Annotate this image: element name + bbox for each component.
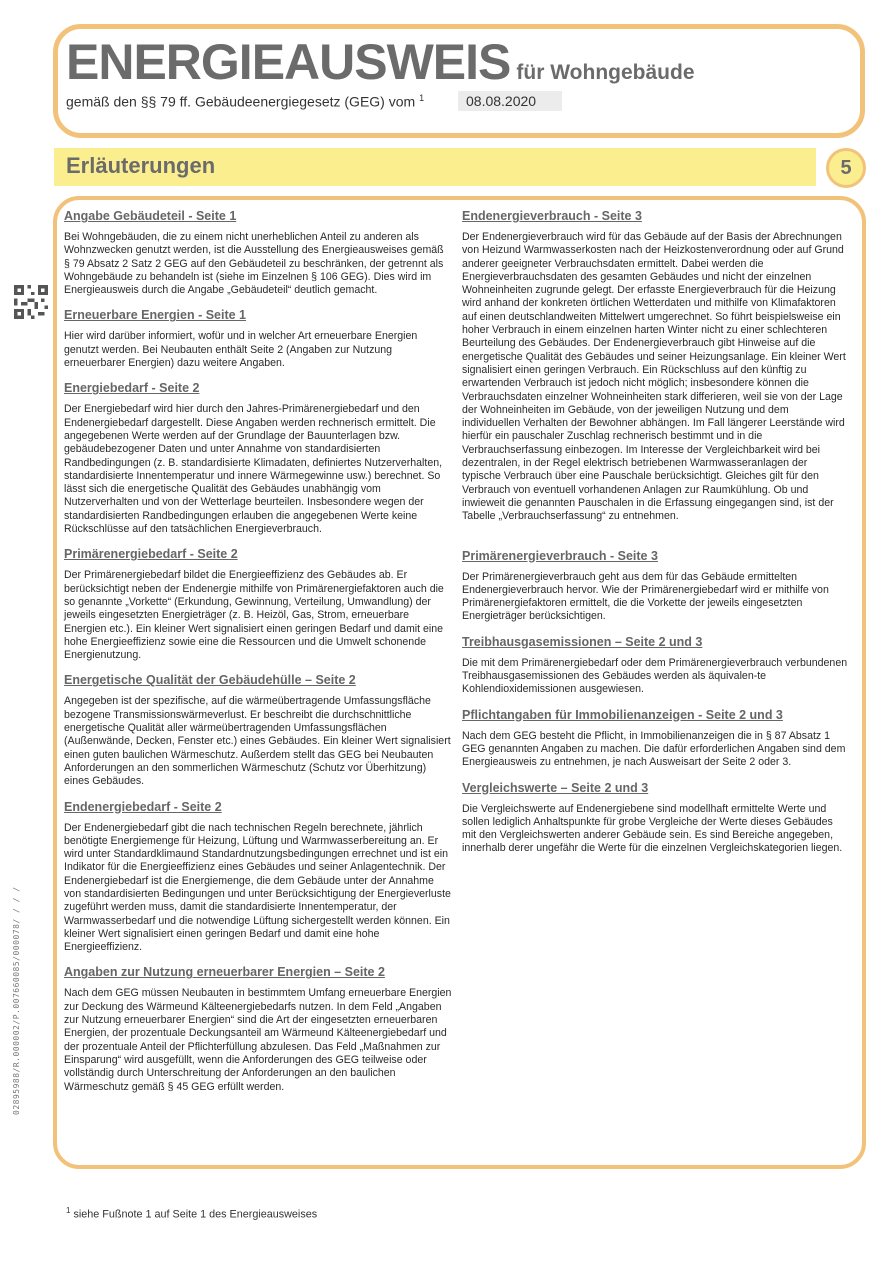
entry-title: Treibhausgasemissionen – Seite 2 und 3 [462, 634, 703, 649]
entry-title: Energetische Qualität der Gebäudehülle – Seite 2 [64, 673, 356, 688]
entry-body: Die Vergleichswerte auf Endenergiebene sind modellhaft ermittelte Werte und sollen lediglich Anhaltspunkte für grobe Vergleiche der Werte dieses Gebäudes mit den Vergleichswerten anderer Gebäude sein. Es sind Bereiche angegeben, innerhalb derer ungefähr die Werte für die einzelnen Vergleichskategorien liegen. [462, 802, 843, 855]
entry-body: Der Endenergiebedarf gibt die nach technischen Regeln berechnete, jährlich benötigte Energiemenge für Heizung, Lüftung und Warmwasserbereitung an. Er wird unter Standardklimaund Standardnutzungsbedingungen errechnet und ist ein Indikator für die Energieeffizienz eines Gebäudes und seiner Anlagentechnik. Der Endenergiebedarf ist die Energiemenge, die dem Gebäude unter der Annahme von standardisierten Bedingungen und unter Berücksichtigung der Energieverluste zugeführt werden muss, damit die standardisierte Innentemperatur, der Warmwasserbedarf und die notwendige Lüftung sichergestellt werden können. Ein kleiner Wert signalisiert einen geringen Bedarf und damit eine hohe Energieeffizienz. [64, 821, 451, 954]
entry-body: Der Primärenergiebedarf bildet die Energieeffizienz des Gebäudes ab. Er berücksichtigt neben der Endenergie mithilfe von Primärenergiefaktoren auch die so genannte „Vorkette“ (Erkundung, Gewinnung, Verteilung, Umwandlung) der jeweils eingesetzten Energieträger (z. B. Heizöl, Gas, Strom, erneuerbare Energien etc.). Ein kleiner Wert signalisiert einen geringen Bedarf und damit eine hohe Energieeffizienz sowie eine die Ressourcen und die Umwelt schonende Energienutzung. [64, 569, 444, 662]
entry-primaerenergiebedarf [64, 546, 452, 662]
title-main: ENERGIEAUSWEIS [66, 34, 511, 90]
entry-title: Angabe Gebäudeteil - Seite 1 [64, 209, 237, 223]
left-column [64, 208, 452, 1104]
entry-title: Endenergieverbrauch - Seite 3 [462, 209, 642, 223]
entry-body: Hier wird darüber informiert, wofür und in welcher Art erneuerbare Energien genutzt werden. Bei Neubauten enthält Seite 2 (Angaben zur Nutzung erneuerbarer Energien) dazu weitere Angaben. [64, 330, 418, 370]
entry-title: Pflichtangaben für Immobilienanzeigen - Seite 2 und 3 [462, 707, 783, 722]
entry-nutzung-erneuerbarer-energien [64, 964, 452, 1093]
entry-body: Nach dem GEG besteht die Pflicht, in Immobilienanzeigen die in § 87 Absatz 1 GEG genannten Angaben zu machen. Die dafür erforderlichen Angaben sind dem Energieausweis zu entnehmen, je nach Ausweisart der Seite 2 oder 3. [462, 729, 846, 769]
document-subtitle [66, 93, 424, 110]
entry-body: Der Energiebedarf wird hier durch den Jahres-Primärenergiebedarf und den Endenergiebedarf dargestellt. Diese Angaben werden rechnerisch ermittelt. Die angegebenen Werte werden auf der Grundlage der Bauunterlagen bzw. gebäudebezogener Daten und unter Annahme von standardisierten Randbedingungen (z. B. standardisierte Klimadaten, definiertes Nutzerverhalten, standardisierte Innentemperatur und innere Wärmegewinne usw.) berechnet. So lässt sich die energetische Qualität des Gebäudes unabhängig vom Nutzerverhalten und von der Wetterlage beurteilen. Insbesondere wegen der standardisierten Randbedingungen erlauben die angegebenen Werte keine Rückschlüsse auf den tatsächlichen Energieverbrauch. [64, 403, 443, 536]
entry-title: Vergleichswerte – Seite 2 und 3 [462, 780, 649, 795]
footnote-marker: 1 [66, 1206, 71, 1215]
entry-gebaeudehuelle [64, 672, 452, 788]
entry-body: Bei Wohngebäuden, die zu einem nicht unerheblichen Anteil zu anderen als Wohnzwecken genutzt werden, ist die Ausstellung des Energieausweises gemäß § 79 Absatz 2 Satz 2 GEG auf den Gebäudeteil zu beschränken, der getrennt als Wohngebäude zu behandeln ist (siehe im Einzelnen § 106 GEG). Dies wird im Energieausweis durch die Angabe „Gebäudeteil“ deutlich gemacht. [64, 231, 444, 297]
page-number-badge: 5 [826, 148, 866, 188]
entry-title: Endenergiebedarf - Seite 2 [64, 799, 222, 814]
right-column [462, 208, 849, 866]
qr-code-icon [14, 285, 48, 319]
entry-body: Die mit dem Primärenergiebedarf oder dem Primärenergieverbrauch verbundenen Treibhausgasemissionen des Gebäudes werden als äquivalen-te Kohlendioxidemissionen ausgewiesen. [462, 656, 848, 696]
section-title: Erläuterungen [66, 153, 216, 178]
entry-energiebedarf [64, 380, 452, 536]
entry-title: Erneuerbare Energien - Seite 1 [64, 308, 247, 323]
entry-title: Primärenergieverbrauch - Seite 3 [462, 548, 658, 563]
footnote [66, 1206, 317, 1221]
entry-title: Energiebedarf - Seite 2 [64, 381, 200, 396]
title-suffix: für Wohngebäude [516, 61, 695, 84]
entry-body: Angegeben ist der spezifische, auf die wärmeübertragende Umfassungsfläche bezogene Transmissionswärmeverlust. Er beschreibt die durchschnittliche energetische Qualität aller wärmeübertragenden Umfassungsflächen (Außenwände, Decken, Fenster etc.) eines Gebäudes. Ein kleiner Wert signalisiert einen guten baulichen Wärmeschutz. Außerdem stellt das GEG bei Neubauten Anforderungen an den sommerlichen Wärmeschutz (Schutz vor Überhitzung) eines Gebäudes. [64, 695, 451, 788]
entry-pflichtangaben [462, 707, 849, 770]
entry-primaerenergieverbrauch [462, 548, 849, 624]
entry-body: Der Endenergieverbrauch wird für das Gebäude auf der Basis der Abrechnungen von Heizund Warmwasserkosten nach der Heizkostenverordnung oder auf Grund anderer geeigneter Verbrauchsdaten ermittelt. Dabei werden die Energieverbrauchsdaten des gesamten Gebäudes und nicht der einzelnen Wohneinheiten zugrunde gelegt. Der erfasste Energieverbrauch für die Heizung wird anhand der konkreten örtlichen Wetterdaten und mithilfe von Klimafaktoren auf einen deutschlandweiten Mittelwert umgerechnet. So führt beispielsweise ein hoher Verbrauch in einem einzelnen harten Winter nicht zu einer schlechteren Beurteilung des Gebäudes. Der Endenergieverbrauch gibt Hinweise auf die energetische Qualität des Gebäudes und seiner Heizungsanlage. Ein kleiner Wert signalisiert einen geringen Verbrauch. Ein Rückschluss auf den künftig zu erwartenden Verbrauch ist jedoch nicht möglich; insbesondere können die Verbrauchsdaten einzelner Wohneinheiten stark differieren, weil sie von der Lage der Wohneinheiten im Gebäude, von der jeweiligen Nutzung und dem individuellen Verhalten der Bewohner abhängen. Im Fall längerer Leerstände wird hierfür ein pauschaler Zuschlag rechnerisch bestimmt und in die Verbrauchserfassung einbezogen. Im Interesse der Vergleichbarkeit wird bei dezentralen, in der Regel elektrisch betriebenen Warmwasseranlagen der typische Verbrauch über eine Pauschale berücksichtigt. Gleiches gilt für den Verbrauch von eventuell vorhandenen Anlagen zur Raumkühlung. Ob und inwieweit die genannten Pauschalen in die Erfassung eingegangen sind, ist der Tabelle „Verbrauchserfassung“ zu entnehmen. [462, 231, 846, 523]
entry-body: Nach dem GEG müssen Neubauten in bestimmtem Umfang erneuerbare Energien zur Deckung des Wärmeund Kälteenergiebedarfs nutzen. In dem Feld „Angaben zur Nutzung erneuerbarer Energien“ sind die Art der eingesetzten erneuerbaren Energien, der prozentuale Deckungsanteil am Wärmeund Kälteenergiebedarf und der prozentuale Anteil der Pflichterfüllung abzulesen. Das Feld „Maßnahmen zur Einsparung“ wird ausgefüllt, wenn die Anforderungen des GEG teilweise oder vollständig durch Unterschreitung der Anforderungen an den baulichen Wärmeschutz gemäß § 45 GEG erfüllt werden. [64, 987, 452, 1093]
issue-date: 08.08.2020 [458, 91, 562, 111]
subtitle-text: gemäß den §§ 79 ff. Gebäudeenergiegesetz (GEG) vom [66, 93, 416, 110]
entry-angabe-gebaeudeteil [64, 208, 452, 297]
footnote-text: siehe Fußnote 1 auf Seite 1 des Energieausweises [73, 1208, 318, 1221]
entry-endenergiebedarf [64, 799, 452, 955]
entry-vergleichswerte [462, 780, 849, 856]
entry-title: Angaben zur Nutzung erneuerbarer Energien – Seite 2 [64, 965, 385, 980]
subtitle-footnote-marker: 1 [419, 93, 425, 103]
entry-body: Der Primärenergieverbrauch geht aus dem für das Gebäude ermittelten Endenergieverbrauch hervor. Wie der Primärenergiebedarf wird er mithilfe von Primärenergiefaktoren ermittelt, die die Vorkette der jeweils eingesetzten Energieträger berücksichtigen. [462, 570, 829, 623]
entry-title: Primärenergiebedarf - Seite 2 [64, 547, 238, 562]
entry-erneuerbare-energien [64, 307, 452, 370]
entry-endenergieverbrauch [462, 208, 849, 524]
entry-treibhausgasemissionen [462, 634, 849, 697]
document-id-vertical: 02895988/R.000002/P.007660085/000078/ / / / [12, 886, 21, 1115]
